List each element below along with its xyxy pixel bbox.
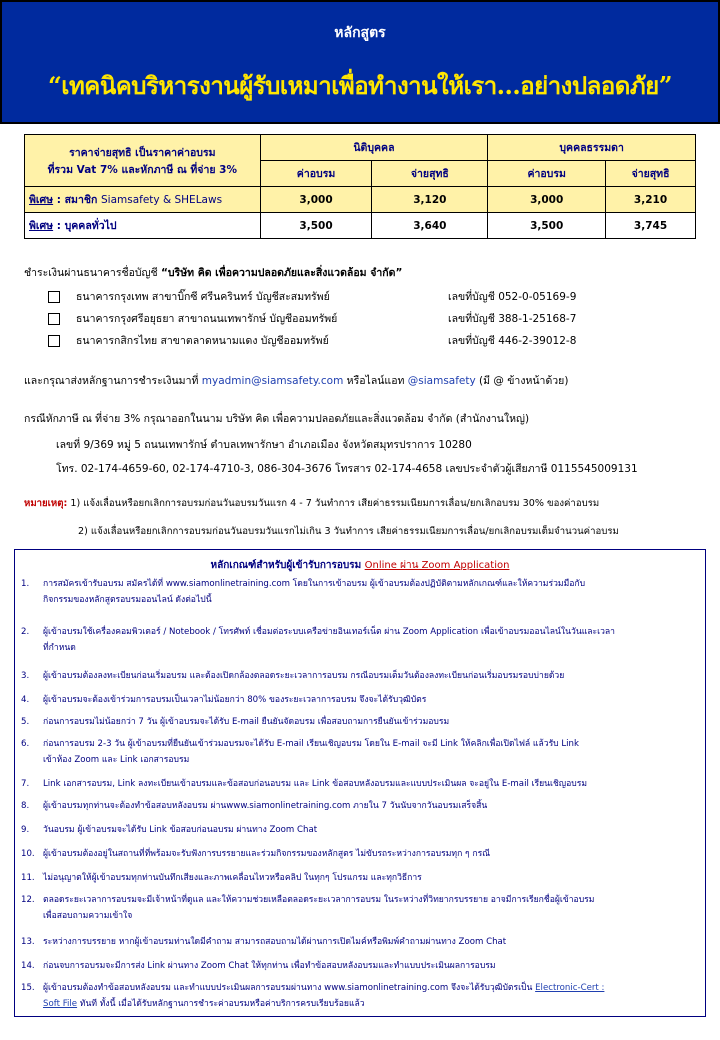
bank-option: ธนาคารกรุงเทพ สาขาบิ๊กซี ศรีนครินทร์ บัญชีสะสมทรัพย์ เลขที่บัญชี 052-0-05169-9 — [48, 288, 648, 305]
rule-item: 10. ผู้เข้าอบรมต้องอยู่ในสถานที่ที่พร้อมจะรับฟังการบรรยายและร่วมกิจกรรมของหลักสูตร ไม่ขับรถระหว่างการอบรมทุก ๆ กรณี — [21, 849, 491, 859]
email-link[interactable]: myadmin@siamsafety.com — [201, 375, 344, 387]
banner-subtitle: หลักสูตร — [334, 25, 386, 41]
rules-box — [14, 549, 706, 1017]
bank-option: ธนาคารกสิกรไทย สาขาตลาดหนามแดง บัญชีออมทรัพย์ เลขที่บัญชี 446-2-39012-8 — [48, 332, 648, 349]
checkbox-icon[interactable] — [48, 335, 60, 347]
tax-line-1: กรณีหักภาษี ณ ที่จ่าย 3% กรุณาออกในนาม บริษัท คิด เพื่อความปลอดภัยและสิ่งแวดล้อม จำกัด (สำนักงานใหญ่) — [24, 413, 530, 425]
rule-item: 6. ก่อนการอบรม 2-3 วัน ผู้เข้าอบรมที่ยืนยันเข้าร่วมอบรมจะได้รับ E-mail เรียนเชิญอบรม โดยใน E-mail จะมี Link ให้คลิกเพื่อเปิดไฟล์ แล้วรับ Link เข้าห้อง Zoom และ Link เอกสารอบรม — [21, 739, 579, 765]
rule-item: 2. ผู้เข้าอบรมใช้เครื่องคอมพิวเตอร์ / Notebook / โทรศัพท์ เชื่อมต่อระบบเครือข่ายอินเทอร์เน็ต ผ่าน Zoom Application เพื่อเข้าอบรมออนไลน์ในวันและเวลา ที่กำหนด — [21, 627, 615, 653]
col-individual-fee: ค่าอบรม — [488, 161, 606, 187]
rule-item: 15. ผู้เข้าอบรมต้องทำข้อสอบหลังอบรม และทำแบบประเมินผลการอบรมผ่านทาง www.siamonlinetraining.com จึงจะได้รับวุฒิบัตรเป็น Electronic-Cert : Soft File ทันที ทั้งนี้ เมื่อได้รับหลักฐานการชำระค่าอบรมหรือค่าบริการครบเรียบร้อยแล้ว — [21, 983, 605, 1009]
rule-item: 13. ระหว่างการบรรยาย หากผู้เข้าอบรมท่านใดมีคำถาม สามารถสอบถามได้ผ่านการเปิดไมค์หรือพิมพ์คำถามผ่านทาง Zoom Chat — [21, 937, 507, 947]
note-2: 2) แจ้งเลื่อนหรือยกเลิกการอบรมก่อนวันอบรมวันแรกไม่เกิน 3 วันทำการ เสียค่าธรรมเนียมการเลื่อน/ยกเลิกอบรมเต็มจำนวนค่าอบรม — [78, 526, 619, 537]
ecert-link[interactable]: Electronic-Cert : — [535, 983, 605, 993]
individual-fee-value: 3,500 — [488, 213, 606, 239]
individual-net-value: 3,210 — [606, 187, 696, 213]
rule-item: 5. ก่อนการอบรมไม่น้อยกว่า 7 วัน ผู้เข้าอบรมจะได้รับ E-mail ยืนยันจัดอบรม เพื่อสอบถามการยืนยันเข้าร่วมอบรม — [21, 717, 450, 727]
col-individual-net: จ่ายสุทธิ — [606, 161, 696, 187]
juristic-fee-value: 3,500 — [260, 213, 372, 239]
juristic-net-value: 3,120 — [372, 187, 488, 213]
bank-option: ธนาคารกรุงศรีอยุธยา สาขาถนนเทพารักษ์ บัญชีออมทรัพย์ เลขที่บัญชี 388-1-25168-7 — [48, 310, 648, 327]
row-label: พิเศษ : สมาชิก Siamsafety & SHELaws — [25, 187, 261, 213]
checkbox-icon[interactable] — [48, 313, 60, 325]
tax-contact: โทร. 02-174-4659-60, 02-174-4710-3, 086-304-3676 โทรสาร 02-174-4658 เลขประจำตัวผู้เสียภาษี 0115545009131 — [56, 463, 638, 475]
rule-item: 8. ผู้เข้าอบรมทุกท่านจะต้องทำข้อสอบหลังอบรม ผ่านwww.siamonlinetraining.com ภายใน 7 วันนับจากวันอบรมเสร็จสิ้น — [21, 801, 488, 811]
payment-evidence: และกรุณาส่งหลักฐานการชำระเงินมาที่ myadmin@siamsafety.com หรือไลน์แอท @siamsafety (มี @ ข้างหน้าด้วย) — [24, 375, 569, 387]
row-label: พิเศษ : บุคคลทั่วไป — [25, 213, 261, 239]
tax-address: เลขที่ 9/369 หมู่ 5 ถนนเทพารักษ์ ตำบลเทพารักษา อำเภอเมือง จังหวัดสมุทรปราการ 10280 — [56, 439, 472, 451]
checkbox-icon[interactable] — [48, 291, 60, 303]
note-label: หมายเหตุ: — [24, 498, 68, 509]
rule-item: 14. ก่อนจบการอบรมจะมีการส่ง Link ผ่านทาง Zoom Chat ให้ทุกท่าน เพื่อทำข้อสอบหลังอบรมและทำแบบประเมินผลการอบรม — [21, 961, 496, 971]
price-table — [24, 134, 696, 239]
col-juristic-fee: ค่าอบรม — [260, 161, 372, 187]
rule-item: 4. ผู้เข้าอบรมจะต้องเข้าร่วมการอบรมเป็นเวลาไม่น้อยกว่า 80% ของระยะเวลาการอบรม จึงจะได้รับวุฒิบัตร — [21, 695, 427, 705]
table-row — [25, 213, 696, 239]
individual-net-value: 3,745 — [606, 213, 696, 239]
price-note-header: ราคาจ่ายสุทธิ เป็นราคาค่าอบรม ที่รวม Vat 7% และหักภาษี ณ ที่จ่าย 3% — [25, 135, 261, 187]
juristic-fee-value: 3,000 — [260, 187, 372, 213]
juristic-group-header: นิติบุคคล — [260, 135, 488, 161]
payment-intro: ชำระเงินผ่านธนาคารชื่อบัญชี “บริษัท คิด เพื่อความปลอดภัยและสิ่งแวดล้อม จำกัด” — [24, 267, 403, 279]
individual-fee-value: 3,000 — [488, 187, 606, 213]
rules-title: หลักเกณฑ์สำหรับผู้เข้ารับการอบรม Online ผ่าน Zoom Application — [210, 560, 510, 571]
header-banner — [0, 0, 720, 124]
individual-group-header: บุคคลธรรมดา — [488, 135, 696, 161]
rule-item: 12. ตลอดระยะเวลาการอบรมจะมีเจ้าหน้าที่ดูแล และให้ความช่วยเหลือตลอดระยะเวลาการอบรม ในระหว่างที่วิทยากรบรรยาย อาจมีการเรียกชื่อผู้เข้าอบรม เพื่อสอบถามความเข้าใจ — [21, 895, 595, 921]
company-name: “บริษัท คิด เพื่อความปลอดภัยและสิ่งแวดล้อม จำกัด” — [160, 267, 403, 279]
rule-item: 3. ผู้เข้าอบรมต้องลงทะเบียนก่อนเริ่มอบรม และต้องเปิดกล้องตลอดระยะเวลาการอบรม กรณีอบรมเต็มวันต้องลงทะเบียนก่อนเริ่มอบรมรอบบ่ายด้วย — [21, 671, 565, 681]
softfile-link[interactable]: Soft File — [43, 999, 78, 1009]
note-1: หมายเหตุ: 1) แจ้งเลื่อนหรือยกเลิกการอบรมก่อนวันอบรมวันแรก 4 - 7 วันทำการ เสียค่าธรรมเนียมการเลื่อน/ยกเลิกอบรม 30% ของค่าอบรม — [24, 498, 600, 509]
table-row — [25, 187, 696, 213]
rule-item: 1. การสมัครเข้ารับอบรม สมัครได้ที่ www.siamonlinetraining.com โดยในการเข้าอบรม ผู้เข้าอบรมต้องปฏิบัติตามหลักเกณฑ์และให้ความร่วมมือกับ กิจกรรมของหลักสูตรอบรมออนไลน์ ดังต่อไปนี้ — [21, 579, 586, 605]
rule-item: 7. Link เอกสารอบรม, Link ลงทะเบียนเข้าอบรมและข้อสอบก่อนอบรม และ Link ข้อสอบหลังอบรมและแบบประเมินผล จะอยู่ใน E-mail เรียนเชิญอบรม — [21, 779, 588, 789]
line-id: @siamsafety — [407, 375, 476, 387]
rule-item: 9. วันอบรม ผู้เข้าอบรมจะได้รับ Link ข้อสอบก่อนอบรม ผ่านทาง Zoom Chat — [21, 825, 318, 835]
juristic-net-value: 3,640 — [372, 213, 488, 239]
course-title: “เทคนิคบริหารงานผู้รับเหมาเพื่อทำงานให้เรา...อย่างปลอดภัย” — [47, 71, 673, 100]
rule-item: 11. ไม่อนุญาตให้ผู้เข้าอบรมทุกท่านบันทึกเสียงและภาพเคลื่อนไหวหรือคลิป ในทุกๆ โปรแกรม และทุกวิธีการ — [21, 873, 422, 883]
col-juristic-net: จ่ายสุทธิ — [372, 161, 488, 187]
